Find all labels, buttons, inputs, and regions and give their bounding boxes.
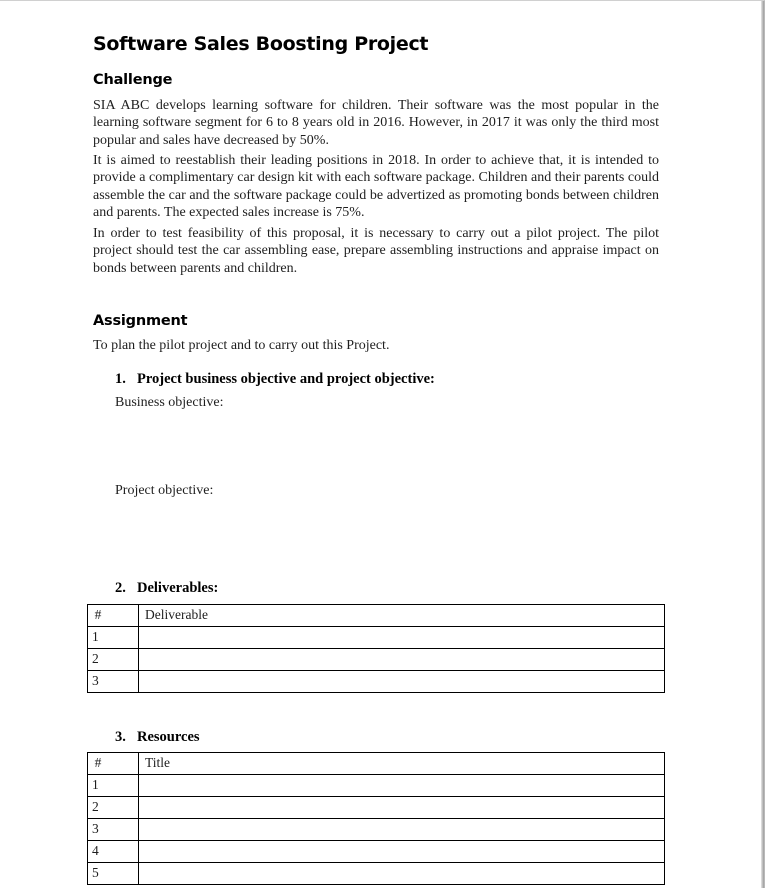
table-cell — [139, 649, 665, 671]
document-title: Software Sales Boosting Project — [93, 33, 429, 55]
deliverables-table — [87, 604, 665, 693]
table-cell — [139, 797, 665, 819]
table-cell: 3 — [88, 671, 139, 693]
column-header: # — [88, 605, 139, 627]
table-cell: 2 — [88, 797, 139, 819]
challenge-paragraph-3: In order to test feasibility of this proposal, it is necessary to carry out a pilot project. The pilot project should test the car assembling ease, prepare assembling instructions and appraise impact on bonds between parents and children. — [93, 226, 659, 276]
section-number: 1. — [115, 371, 126, 387]
page-shadow — [761, 1, 764, 888]
table-cell: 5 — [88, 863, 139, 885]
table-cell — [139, 841, 665, 863]
section-1-heading — [115, 371, 435, 388]
column-header: # — [88, 753, 139, 775]
table-row — [88, 775, 665, 797]
assignment-text: To plan the pilot project and to carry out this Project. — [93, 338, 390, 353]
section-number: 3. — [115, 729, 126, 745]
table-header-row — [88, 605, 665, 627]
section-2-heading — [115, 580, 218, 597]
section-title: Project business objective and project objective: — [137, 371, 435, 387]
table-cell: 4 — [88, 841, 139, 863]
resources-table — [87, 752, 665, 885]
table-cell — [139, 819, 665, 841]
challenge-paragraph-2: It is aimed to reestablish their leading positions in 2018. In order to achieve that, it is intended to provide a complimentary car design kit with each software package. Children and their parents could assemble the car and the software package could be advertized as promoting bonds between children and parents. The expected sales increase is 75%. — [93, 153, 659, 221]
table-row — [88, 841, 665, 863]
section-number: 2. — [115, 580, 126, 596]
table-row — [88, 863, 665, 885]
project-objective-label: Project objective: — [115, 483, 214, 498]
table-cell: 3 — [88, 819, 139, 841]
table-row — [88, 627, 665, 649]
table-cell — [139, 627, 665, 649]
challenge-paragraph-1: SIA ABC develops learning software for children. Their software was the most popular in the learning software segment for 6 to 8 years old in 2016. However, in 2017 it was only the third most popular and sales have decreased by 50%. — [93, 98, 659, 148]
table-cell: 2 — [88, 649, 139, 671]
table-cell: 1 — [88, 627, 139, 649]
table-row — [88, 819, 665, 841]
business-objective-label: Business objective: — [115, 395, 224, 410]
table-row — [88, 671, 665, 693]
table-cell — [139, 671, 665, 693]
table-row — [88, 649, 665, 671]
table-cell — [139, 775, 665, 797]
section-title: Resources — [137, 729, 200, 745]
table-row — [88, 797, 665, 819]
table-header-row — [88, 753, 665, 775]
challenge-heading: Challenge — [93, 72, 173, 88]
section-title: Deliverables: — [137, 580, 219, 596]
column-header: Deliverable — [139, 605, 665, 627]
table-cell — [139, 863, 665, 885]
column-header: Title — [139, 753, 665, 775]
section-3-heading — [115, 729, 200, 746]
assignment-heading: Assignment — [93, 313, 188, 329]
table-cell: 1 — [88, 775, 139, 797]
